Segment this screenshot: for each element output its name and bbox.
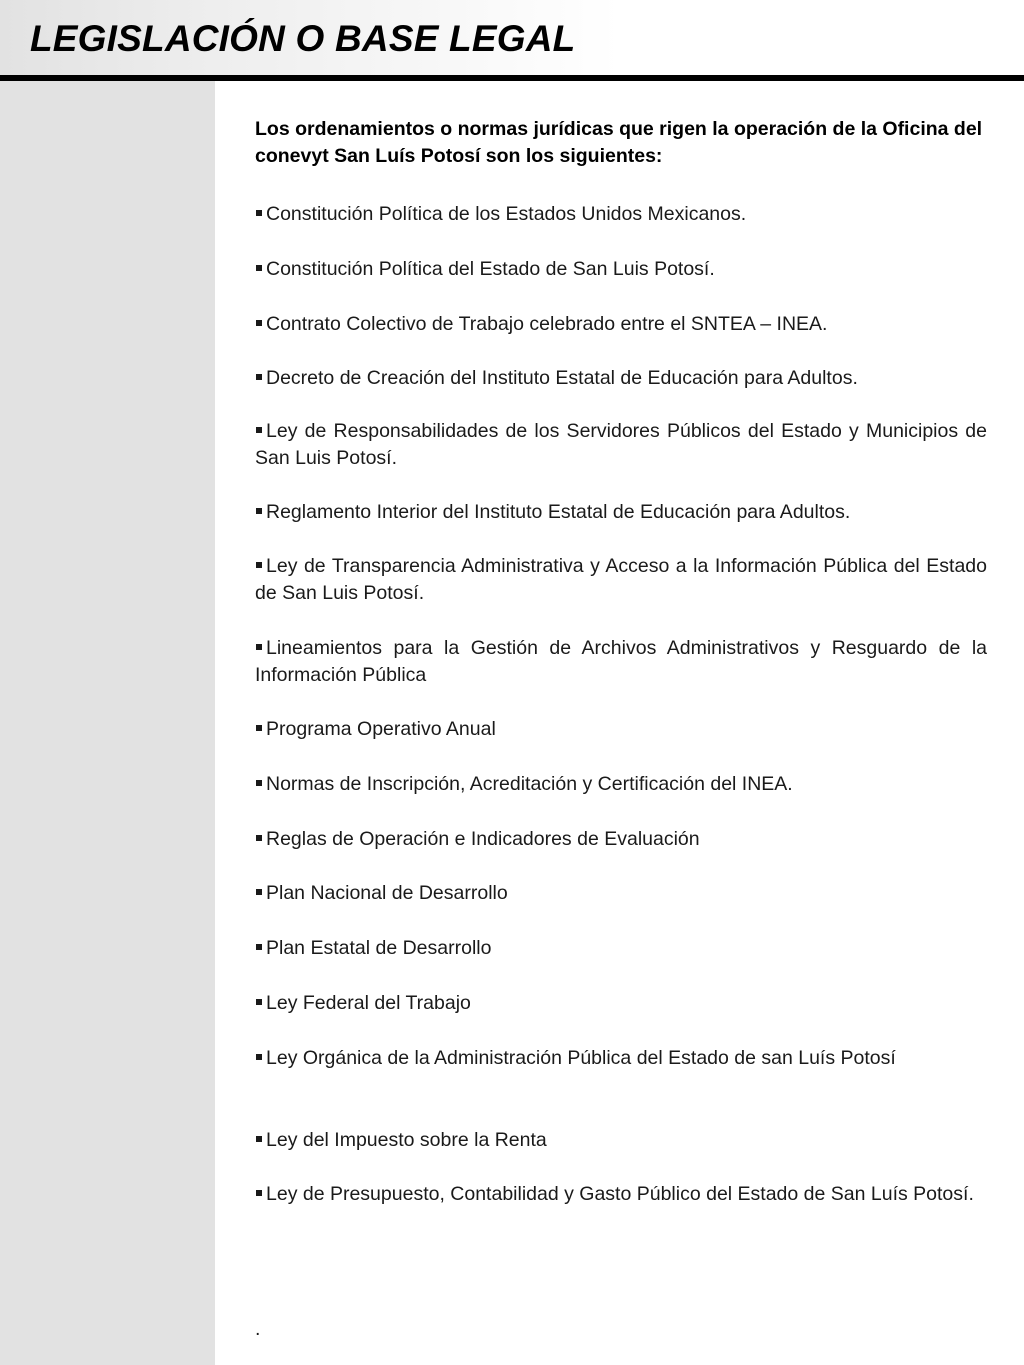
- page-title: LEGISLACIÓN O BASE LEGAL: [30, 18, 576, 59]
- bullet-icon: [256, 725, 262, 731]
- list-item-text: Ley de Presupuesto, Contabilidad y Gasto Público del Estado de San Luís Potosí.: [266, 1183, 974, 1205]
- list-item: [255, 1181, 987, 1208]
- bullet-icon: [256, 835, 262, 841]
- list-item-text: Constitución Política del Estado de San Luis Potosí.: [266, 258, 715, 280]
- list-item: [255, 880, 987, 907]
- list-item-text: Decreto de Creación del Instituto Estatal de Educación para Adultos.: [266, 367, 858, 389]
- bullet-icon: [256, 889, 262, 895]
- bullet-icon: [256, 1136, 262, 1142]
- header: [0, 0, 1024, 82]
- bullet-icon: [256, 644, 262, 650]
- side-band: [0, 0, 215, 1365]
- list-item-text: Reglamento Interior del Instituto Estatal de Educación para Adultos.: [266, 501, 851, 523]
- list-item: [255, 256, 987, 283]
- list-item: [255, 201, 987, 228]
- list-item-text: Plan Nacional de Desarrollo: [266, 882, 508, 904]
- list-item-text: Plan Estatal de Desarrollo: [266, 937, 492, 959]
- content: [255, 116, 987, 1205]
- bullet-icon: [256, 1054, 262, 1060]
- list-item: [255, 418, 987, 472]
- list-item: [255, 553, 987, 607]
- list-item: [255, 716, 987, 743]
- bullet-icon: [256, 999, 262, 1005]
- bullet-icon: [256, 320, 262, 326]
- bullet-icon: [256, 265, 262, 271]
- list-item-text: Ley de Transparencia Administrativa y Acceso a la Información Pública del Estado de San Luis Potosí.: [255, 555, 987, 604]
- bullet-icon: [256, 427, 262, 433]
- list-item-text: Ley Orgánica de la Administración Pública del Estado de san Luís Potosí: [266, 1047, 896, 1069]
- list-item: [255, 826, 987, 853]
- list-item-text: Programa Operativo Anual: [266, 718, 496, 740]
- list-item: [255, 1127, 987, 1154]
- header-rule: [0, 75, 1024, 81]
- list-item-text: Normas de Inscripción, Acreditación y Certificación del INEA.: [266, 773, 793, 795]
- bullet-icon: [256, 210, 262, 216]
- list-item: [255, 990, 987, 1017]
- list-item-text: Ley del Impuesto sobre la Renta: [266, 1129, 547, 1151]
- list-item-text: Ley Federal del Trabajo: [266, 992, 471, 1014]
- footer-mark: .: [255, 1318, 261, 1340]
- bullet-icon: [256, 944, 262, 950]
- list-item-text: Constitución Política de los Estados Unidos Mexicanos.: [266, 203, 747, 225]
- list-item: [255, 635, 987, 689]
- list-item: [255, 499, 987, 526]
- list-item-text: Lineamientos para la Gestión de Archivos Administrativos y Resguardo de la Información Pública: [255, 637, 987, 686]
- list-item-text: Reglas de Operación e Indicadores de Evaluación: [266, 828, 700, 850]
- bullet-icon: [256, 562, 262, 568]
- list-item: [255, 771, 987, 798]
- list-item: [255, 365, 987, 392]
- intro-paragraph: Los ordenamientos o normas jurídicas que rigen la operación de la Oficina del conevyt San Luís Potosí son los siguientes:: [255, 118, 983, 167]
- bullet-icon: [256, 374, 262, 380]
- list-item: [255, 311, 987, 338]
- list-item-text: Ley de Responsabilidades de los Servidores Públicos del Estado y Municipios de San Luis Potosí.: [255, 420, 987, 469]
- list-item: [255, 1045, 987, 1072]
- list-item-text: Contrato Colectivo de Trabajo celebrado entre el SNTEA – INEA.: [266, 313, 828, 335]
- list-item: [255, 935, 987, 962]
- bullet-icon: [256, 508, 262, 514]
- bullet-icon: [256, 1190, 262, 1196]
- bullet-icon: [256, 780, 262, 786]
